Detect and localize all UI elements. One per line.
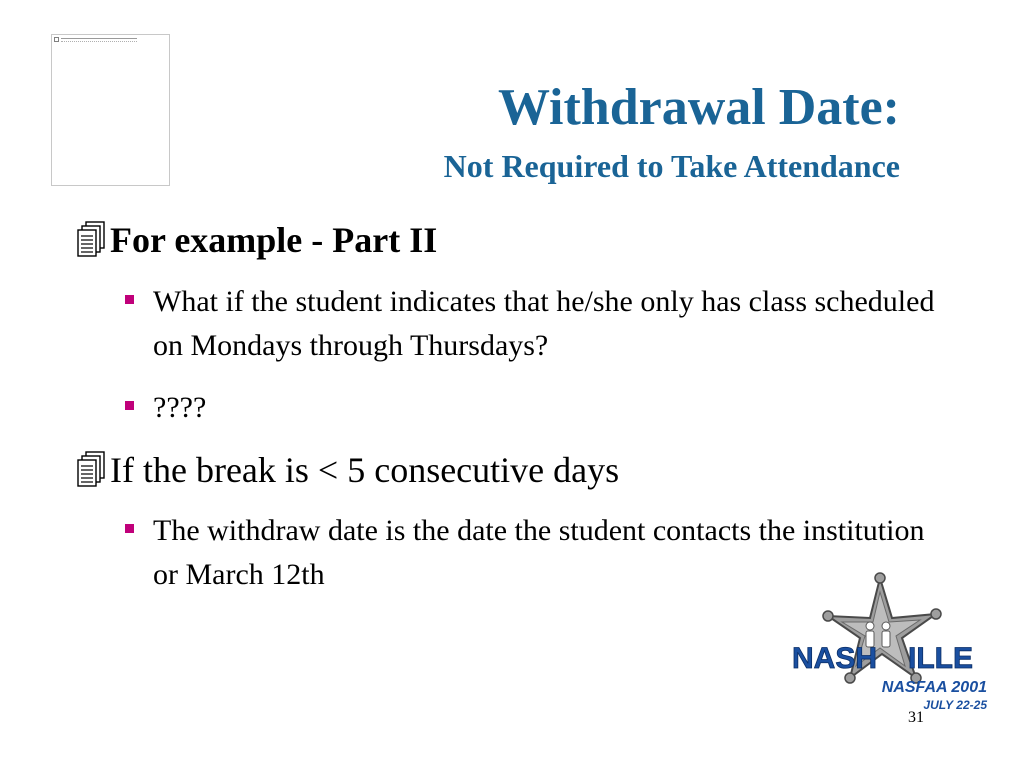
- sub-bullet-text: The withdraw date is the date the student contacts the institution or March 12th: [153, 514, 925, 591]
- sub-bullet-item: [125, 280, 955, 368]
- bullet-item: [72, 218, 437, 262]
- square-bullet-icon: [125, 401, 134, 410]
- logo-event-name: NASFAA 2001: [881, 679, 987, 696]
- bullet-text: If the break is < 5 consecutive days: [110, 450, 620, 490]
- sub-bullet-text: ????: [153, 391, 207, 424]
- sub-bullet-text: What if the student indicates that he/she only has class scheduled on Mondays through Thursdays?: [153, 285, 935, 362]
- document-stack-icon: [72, 450, 108, 490]
- nashville-nasfaa-logo: [790, 570, 995, 715]
- logo-title-left: NASH: [792, 642, 878, 675]
- page-number: 31: [908, 709, 924, 726]
- square-bullet-icon: [125, 295, 134, 304]
- slide-thumbnail: [51, 34, 170, 186]
- slide-subtitle: Not Required to Take Attendance: [443, 148, 900, 184]
- bullet-item: [72, 448, 619, 492]
- document-stack-icon: [72, 220, 108, 260]
- sub-bullet-item: [125, 386, 955, 430]
- bullet-text: For example - Part II: [110, 220, 438, 260]
- thumbnail-text-line: [61, 38, 137, 42]
- logo-title-right: ILLE: [908, 642, 973, 675]
- square-bullet-icon: [125, 524, 134, 533]
- logo-event-dates: JULY 22-25: [923, 698, 987, 712]
- thumbnail-icon: [54, 37, 59, 42]
- slide-title: Withdrawal Date:: [497, 79, 900, 136]
